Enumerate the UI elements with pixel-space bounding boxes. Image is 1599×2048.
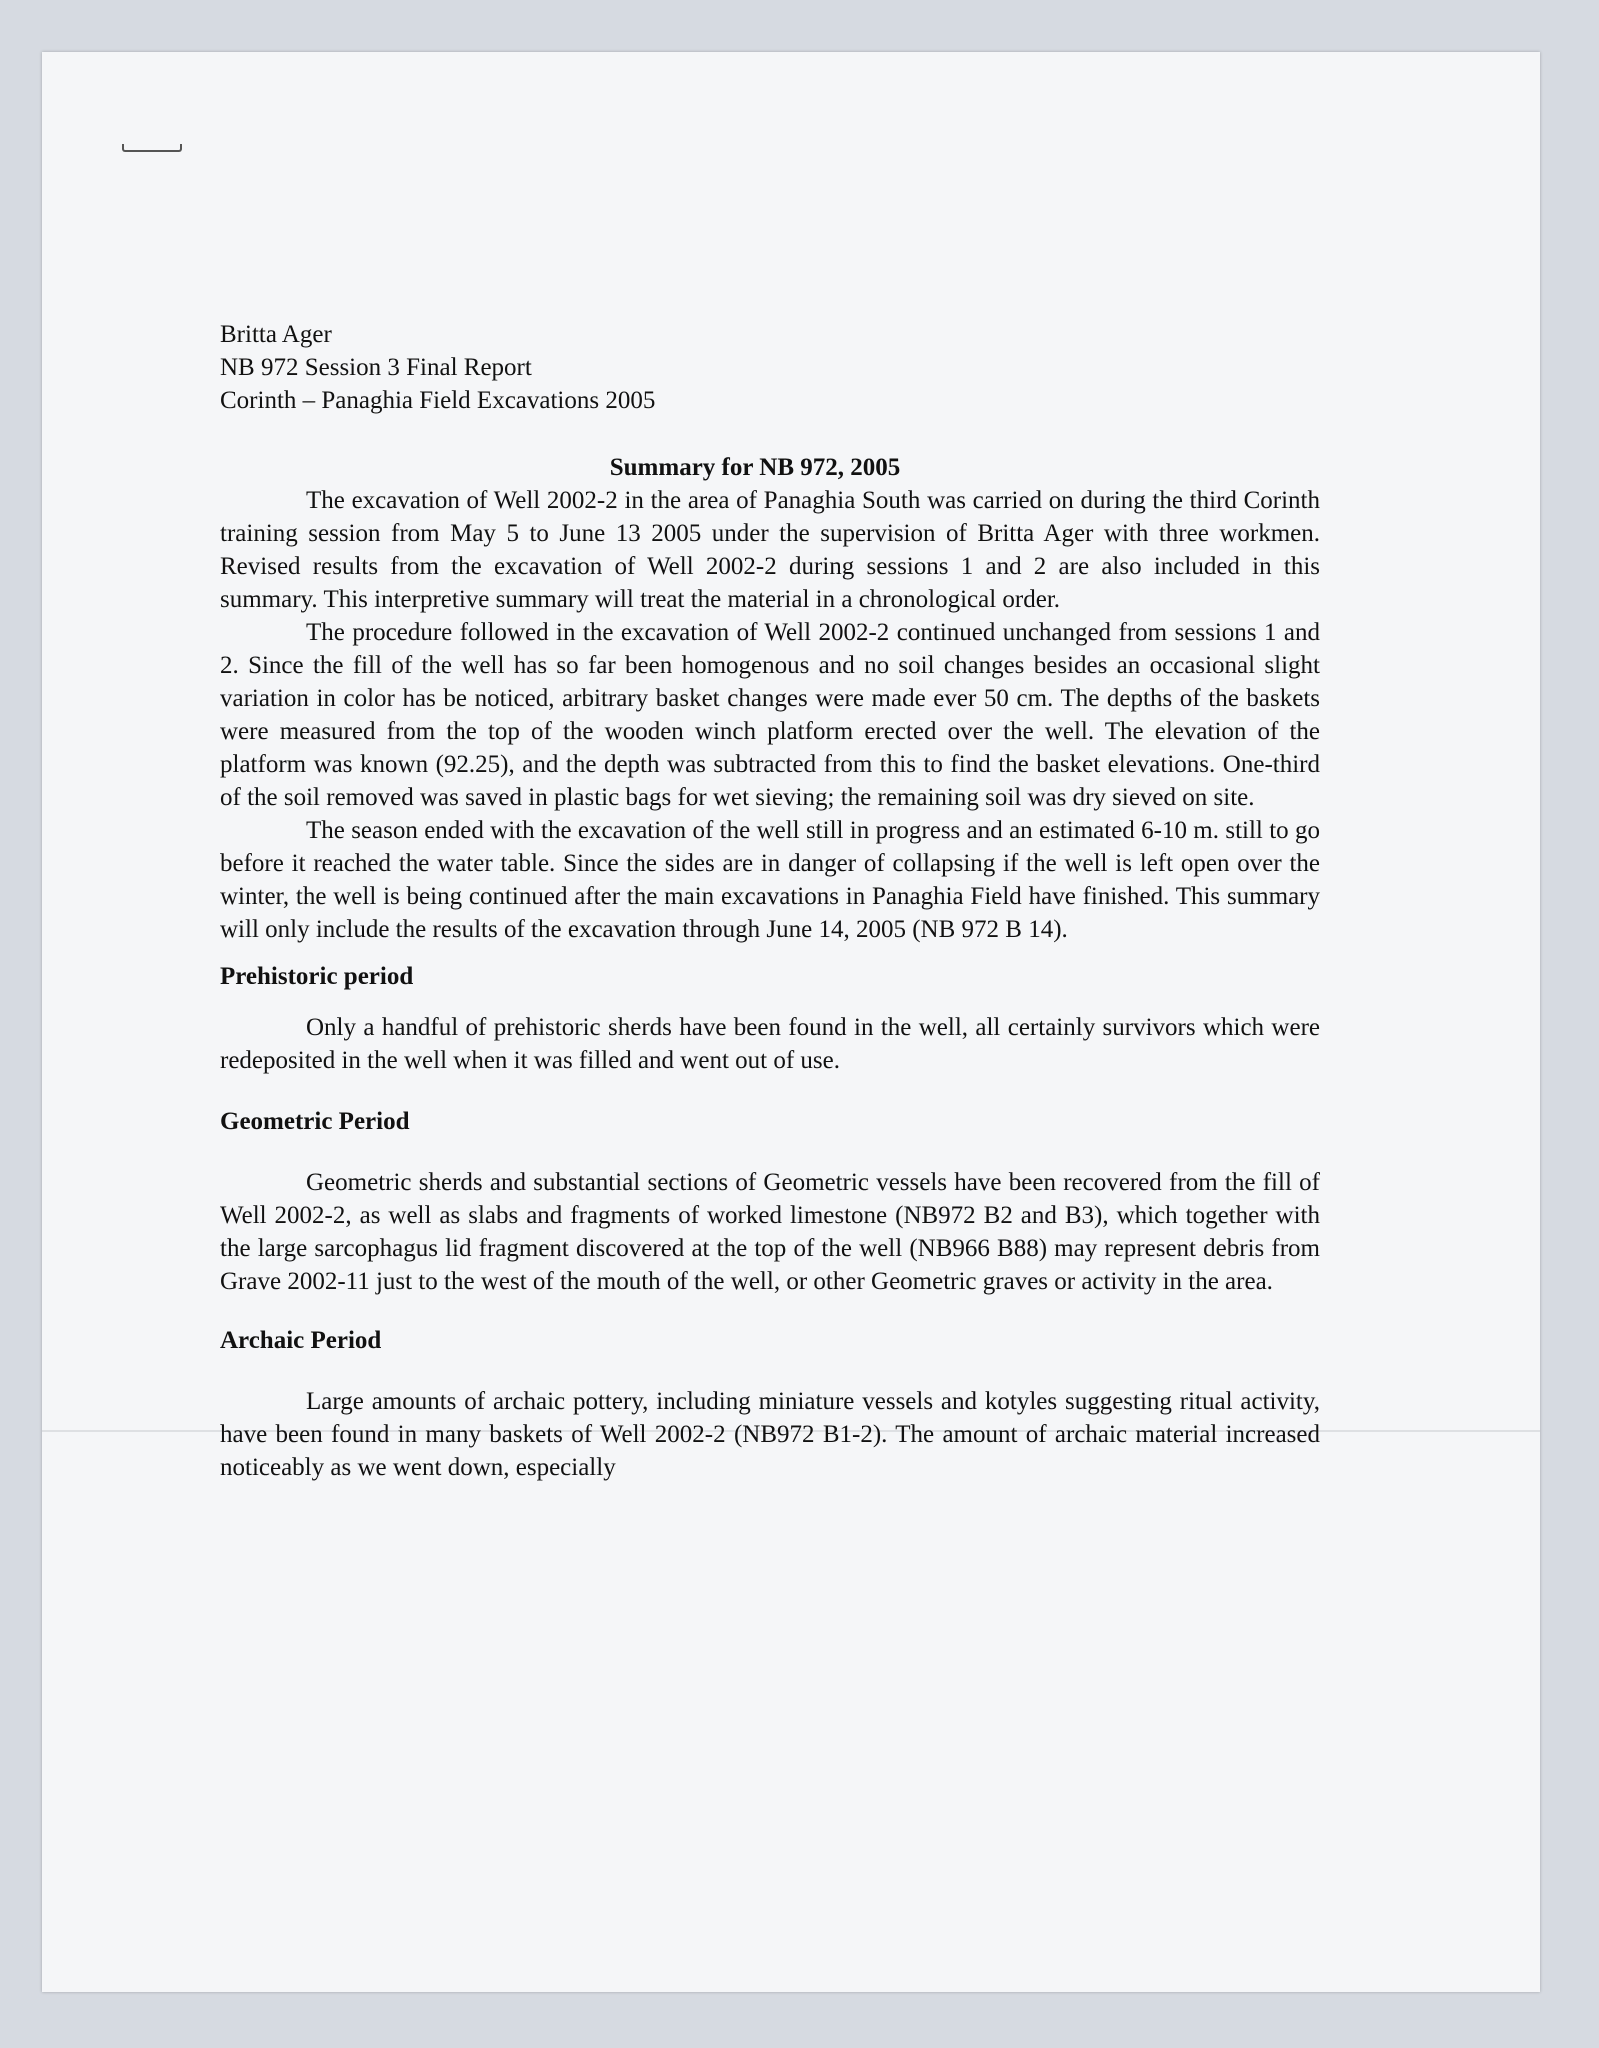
section-heading: Geometric Period (220, 1108, 410, 1135)
summary-heading: Summary for NB 972, 2005 (609, 454, 901, 481)
section-heading: Prehistoric period (220, 963, 414, 990)
section-heading: Archaic Period (220, 1327, 382, 1354)
report-header (220, 318, 1320, 417)
section-geometric (220, 1105, 1320, 1298)
report-content (220, 318, 1320, 1484)
section-archaic (220, 1324, 1320, 1484)
intro-block (220, 484, 1320, 946)
section-paragraph: Geometric sherds and substantial sections of Geometric vessels have been recovered from the fill of Well 2002-2, as well as slabs and fragments of worked limestone (NB972 B2 and B3), which together with the large sarcophagus lid fragment discovered at the top of the well (NB966 B88) may represent debris from Grave 2002-11 just to the west of the mouth of the well, or other Geometric graves or activity in the area. (220, 1169, 1320, 1295)
project-name: Corinth – Panaghia Field Excavations 2005 (220, 387, 656, 414)
section-prehistoric (220, 960, 1320, 1077)
intro-paragraph: The season ended with the excavation of the well still in progress and an estimated 6-10 m. still to go before it reached the water table. Since the sides are in danger of collapsing if the well is left open over the winter, the well is being continued after the main excavations in Panaghia Field have finished. This summary will only include the results of the excavation through June 14, 2005 (NB 972 B 14). (220, 817, 1320, 943)
author-name: Britta Ager (220, 321, 332, 348)
section-paragraph: Large amounts of archaic pottery, including miniature vessels and kotyles suggesting ritual activity, have been found in many baskets of Well 2002-2 (NB972 B1-2). The amount of archaic material increased noticeably as we went down, especially (220, 1388, 1320, 1481)
report-title: NB 972 Session 3 Final Report (220, 354, 532, 381)
intro-paragraph: The procedure followed in the excavation of Well 2002-2 continued unchanged from sessions 1 and 2. Since the fill of the well has so far been homogenous and no soil changes besides an occasional slight variation in color has be noticed, arbitrary basket changes were made ever 50 cm. The depths of the baskets were measured from the top of the wooden winch platform erected over the well. The elevation of the platform was known (92.25), and the depth was subtracted from this to find the basket elevations. One-third of the soil removed was saved in plastic bags for wet sieving; the remaining soil was dry sieved on site. (220, 619, 1320, 811)
staple (122, 144, 182, 152)
section-paragraph: Only a handful of prehistoric sherds have been found in the well, all certainly survivors which were redeposited in the well when it was filled and went out of use. (220, 1014, 1320, 1074)
intro-paragraph: The excavation of Well 2002-2 in the area of Panaghia South was carried on during the third Corinth training session from May 5 to June 13 2005 under the supervision of Britta Ager with three workmen. Revised results from the excavation of Well 2002-2 during sessions 1 and 2 are also included in this summary. This interpretive summary will treat the material in a chronological order. (220, 487, 1320, 613)
